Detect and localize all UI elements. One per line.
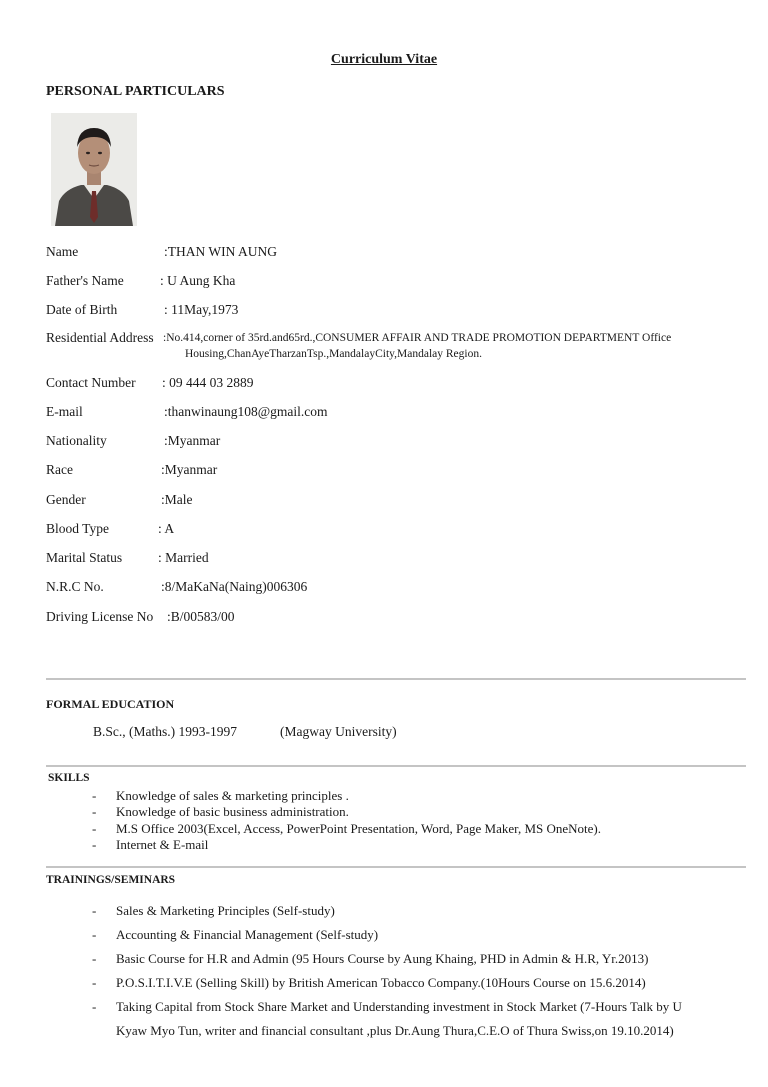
- field-label: N.R.C No.: [46, 579, 104, 594]
- address-continuation: Housing,ChanAyeTharzanTsp.,MandalayCity,Mandalay Region.: [185, 348, 482, 360]
- field-label: E-mail: [46, 404, 83, 419]
- profile-photo: [51, 113, 137, 226]
- list-dash: -: [92, 927, 97, 942]
- field-label: Gender: [46, 492, 86, 507]
- list-item-text: Accounting & Financial Management (Self-study): [116, 927, 379, 942]
- field-label: Date of Birth: [46, 302, 118, 317]
- education-degree: B.Sc., (Maths.) 1993-1997: [93, 724, 237, 739]
- field-label: Marital Status: [46, 550, 123, 565]
- field-value: :B/00583/00: [167, 609, 235, 624]
- field-value: : 09 444 03 2889: [162, 375, 254, 390]
- personal-heading: PERSONAL PARTICULARS: [46, 84, 225, 99]
- field-value: :Myanmar: [161, 462, 218, 477]
- field-value: :thanwinaung108@gmail.com: [164, 404, 328, 419]
- field-label: Name: [46, 244, 79, 259]
- trainings-heading: TRAININGS/SEMINARS: [46, 874, 176, 886]
- list-dash: -: [92, 951, 97, 966]
- field-label: Residential Address: [46, 330, 154, 345]
- education-university: (Magway University): [280, 724, 397, 739]
- field-label: Blood Type: [46, 521, 109, 536]
- section-divider: [46, 765, 746, 767]
- field-label: Contact Number: [46, 375, 136, 390]
- list-dash: -: [92, 788, 97, 803]
- field-label: Race: [46, 462, 73, 477]
- person-portrait-icon: [51, 113, 137, 226]
- skills-heading: SKILLS: [48, 772, 90, 784]
- section-divider: [46, 866, 746, 868]
- list-item-text: Basic Course for H.R and Admin (95 Hours Course by Aung Khaing, PHD in Admin & H.R, Yr.2013): [116, 951, 649, 966]
- list-item-text: M.S Office 2003(Excel, Access, PowerPoint Presentation, Word, Page Maker, MS OneNote).: [116, 821, 602, 836]
- field-value: : A: [158, 521, 175, 536]
- list-item-text: Internet & E-mail: [116, 837, 209, 852]
- field-value: :Male: [161, 492, 193, 507]
- list-item-continuation: Kyaw Myo Tun, writer and financial consultant ,plus Dr.Aung Thura,C.E.O of Thura Swiss,on 19.10.2014): [116, 1023, 674, 1038]
- list-item-text: Sales & Marketing Principles (Self-study): [116, 903, 335, 918]
- field-label: Father's Name: [46, 273, 124, 288]
- list-dash: -: [92, 821, 97, 836]
- list-dash: -: [92, 999, 97, 1014]
- field-value: : U Aung Kha: [160, 273, 236, 288]
- list-item-text: P.O.S.I.T.I.V.E (Selling Skill) by British American Tobacco Company.(10Hours Course on 15.6.2014): [116, 975, 646, 990]
- section-divider: [46, 678, 746, 680]
- field-value: :THAN WIN AUNG: [164, 244, 277, 259]
- field-value: :No.414,corner of 35rd.and65rd.,CONSUMER AFFAIR AND TRADE PROMOTION DEPARTMENT Office: [163, 332, 672, 344]
- list-item-text: Taking Capital from Stock Share Market and Understanding investment in Stock Market (7-Hours Talk by U: [116, 999, 682, 1014]
- list-dash: -: [92, 903, 97, 918]
- cv-title: Curriculum Vitae: [330, 52, 438, 67]
- list-item-text: Knowledge of basic business administration.: [116, 804, 349, 819]
- field-value: : Married: [158, 550, 209, 565]
- list-dash: -: [92, 837, 97, 852]
- list-dash: -: [92, 804, 97, 819]
- list-dash: -: [92, 975, 97, 990]
- field-label: Nationality: [46, 433, 107, 448]
- field-value: :Myanmar: [164, 433, 221, 448]
- field-value: : 11May,1973: [164, 302, 239, 317]
- field-label: Driving License No: [46, 609, 154, 624]
- field-value: :8/MaKaNa(Naing)006306: [161, 579, 308, 594]
- list-item-text: Knowledge of sales & marketing principles .: [116, 788, 349, 803]
- education-heading: FORMAL EDUCATION: [46, 697, 175, 711]
